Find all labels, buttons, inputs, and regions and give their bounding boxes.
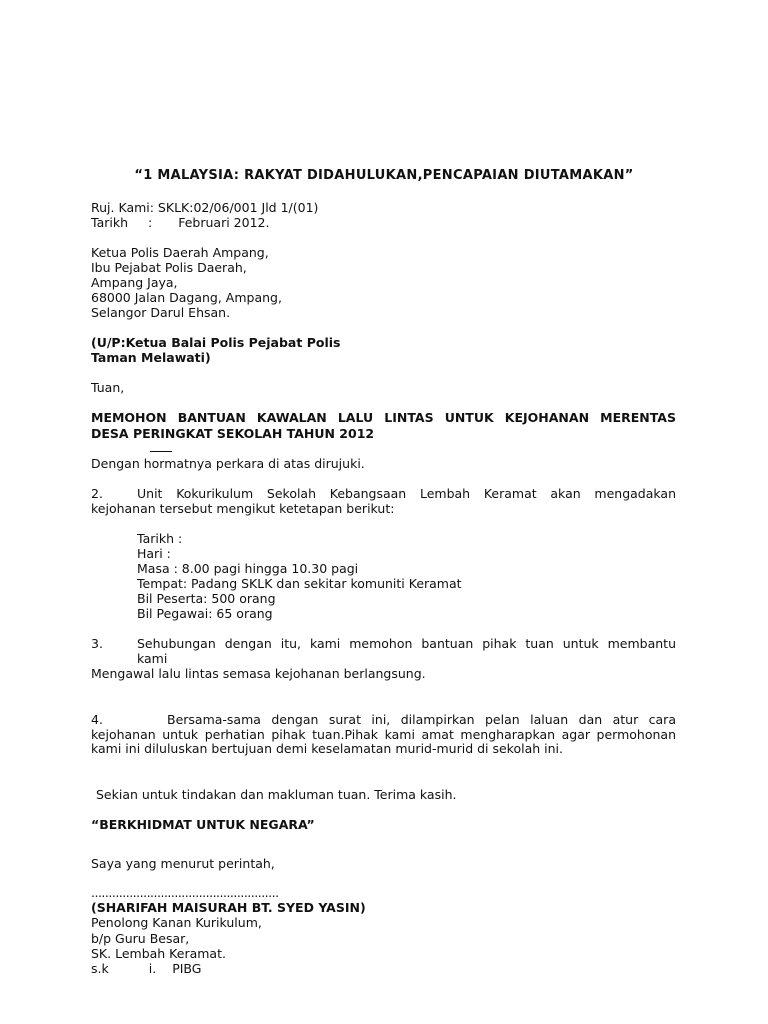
subject-line: MEMOHON BANTUAN KAWALAN LALU LINTAS UNTUK KEJOHANAN MERENTAS bbox=[91, 410, 676, 425]
date-value: Februari 2012. bbox=[178, 215, 270, 230]
recipient-line: Selangor Darul Ehsan. bbox=[91, 305, 231, 320]
cc-item: PIBG bbox=[172, 961, 202, 976]
paragraph-4-line: kejohanan untuk perhatian pihak tuan.Pihak kami amat mengharapkan agar permohonan bbox=[91, 727, 676, 742]
recipient-line: Ampang Jaya, bbox=[91, 275, 178, 290]
date-line bbox=[91, 215, 269, 230]
closing-line: Sekian untuk tindakan dan makluman tuan. Terima kasih. bbox=[96, 787, 457, 802]
signoff: Saya yang menurut perintah, bbox=[91, 856, 275, 871]
underline-mark bbox=[150, 451, 172, 452]
signatory-title: b/p Guru Besar, bbox=[91, 931, 190, 946]
detail-masa: Masa : 8.00 pagi hingga 10.30 pagi bbox=[137, 561, 359, 576]
detail-pegawai: Bil Pegawai: 65 orang bbox=[137, 606, 273, 621]
detail-tarikh: Tarikh : bbox=[137, 531, 183, 546]
paragraph-3-line: kami bbox=[137, 651, 168, 666]
paragraph-4-line: kami ini diluluskan bertujuan demi keselamatan murid-murid di sekolah ini. bbox=[91, 741, 563, 756]
paragraph-2-line: Unit Kokurikulum Sekolah Kebangsaan Lembah Keramat akan mengadakan bbox=[137, 486, 676, 501]
motto-heading: “1 MALAYSIA: RAKYAT DIDAHULUKAN,PENCAPAIAN DIUTAMAKAN” bbox=[134, 168, 634, 183]
date-label: Tarikh bbox=[91, 215, 128, 230]
cc-line bbox=[91, 961, 201, 976]
paragraph-3-line: Sehubungan dengan itu, kami memohon bantuan pihak tuan untuk membantu bbox=[137, 636, 676, 651]
cc-label: s.k bbox=[91, 961, 109, 976]
paragraph-4-number: 4. bbox=[91, 712, 103, 727]
paragraph-3-number: 3. bbox=[91, 636, 103, 651]
detail-hari: Hari : bbox=[137, 546, 171, 561]
attention-line: Taman Melawati) bbox=[91, 350, 211, 365]
paragraph-1: Dengan hormatnya perkara di atas dirujuki. bbox=[91, 456, 365, 471]
signatory-title: Penolong Kanan Kurikulum, bbox=[91, 915, 262, 930]
cc-item-number: i. bbox=[148, 961, 157, 976]
paragraph-3-line: Mengawal lalu lintas semasa kejohanan berlangsung. bbox=[91, 666, 426, 681]
paragraph-4-line: Bersama-sama dengan surat ini, dilampirkan pelan laluan dan atur cara bbox=[167, 712, 676, 727]
detail-peserta: Bil Peserta: 500 orang bbox=[137, 591, 276, 606]
salutation: Tuan, bbox=[91, 380, 125, 395]
subject-line: DESA PERINGKAT SEKOLAH TAHUN 2012 bbox=[91, 426, 375, 441]
date-separator: : bbox=[148, 215, 153, 230]
signatory-name: (SHARIFAH MAISURAH BT. SYED YASIN) bbox=[91, 900, 366, 915]
paragraph-2-number: 2. bbox=[91, 486, 103, 501]
detail-tempat: Tempat: Padang SKLK dan sekitar komuniti Keramat bbox=[137, 576, 462, 591]
signatory-title: SK. Lembah Keramat. bbox=[91, 946, 226, 961]
paragraph-2-line: kejohanan tersebut mengikut ketetapan berikut: bbox=[91, 501, 395, 516]
recipient-line: 68000 Jalan Dagang, Ampang, bbox=[91, 290, 282, 305]
signature-dots: ...................................................... bbox=[91, 885, 279, 900]
reference-number: Ruj. Kami: SKLK:02/06/001 Jld 1/(01) bbox=[91, 200, 319, 215]
recipient-line: Ibu Pejabat Polis Daerah, bbox=[91, 260, 247, 275]
slogan: “BERKHIDMAT UNTUK NEGARA” bbox=[91, 817, 315, 832]
attention-line: (U/P:Ketua Balai Polis Pejabat Polis bbox=[91, 335, 341, 350]
recipient-line: Ketua Polis Daerah Ampang, bbox=[91, 245, 269, 260]
